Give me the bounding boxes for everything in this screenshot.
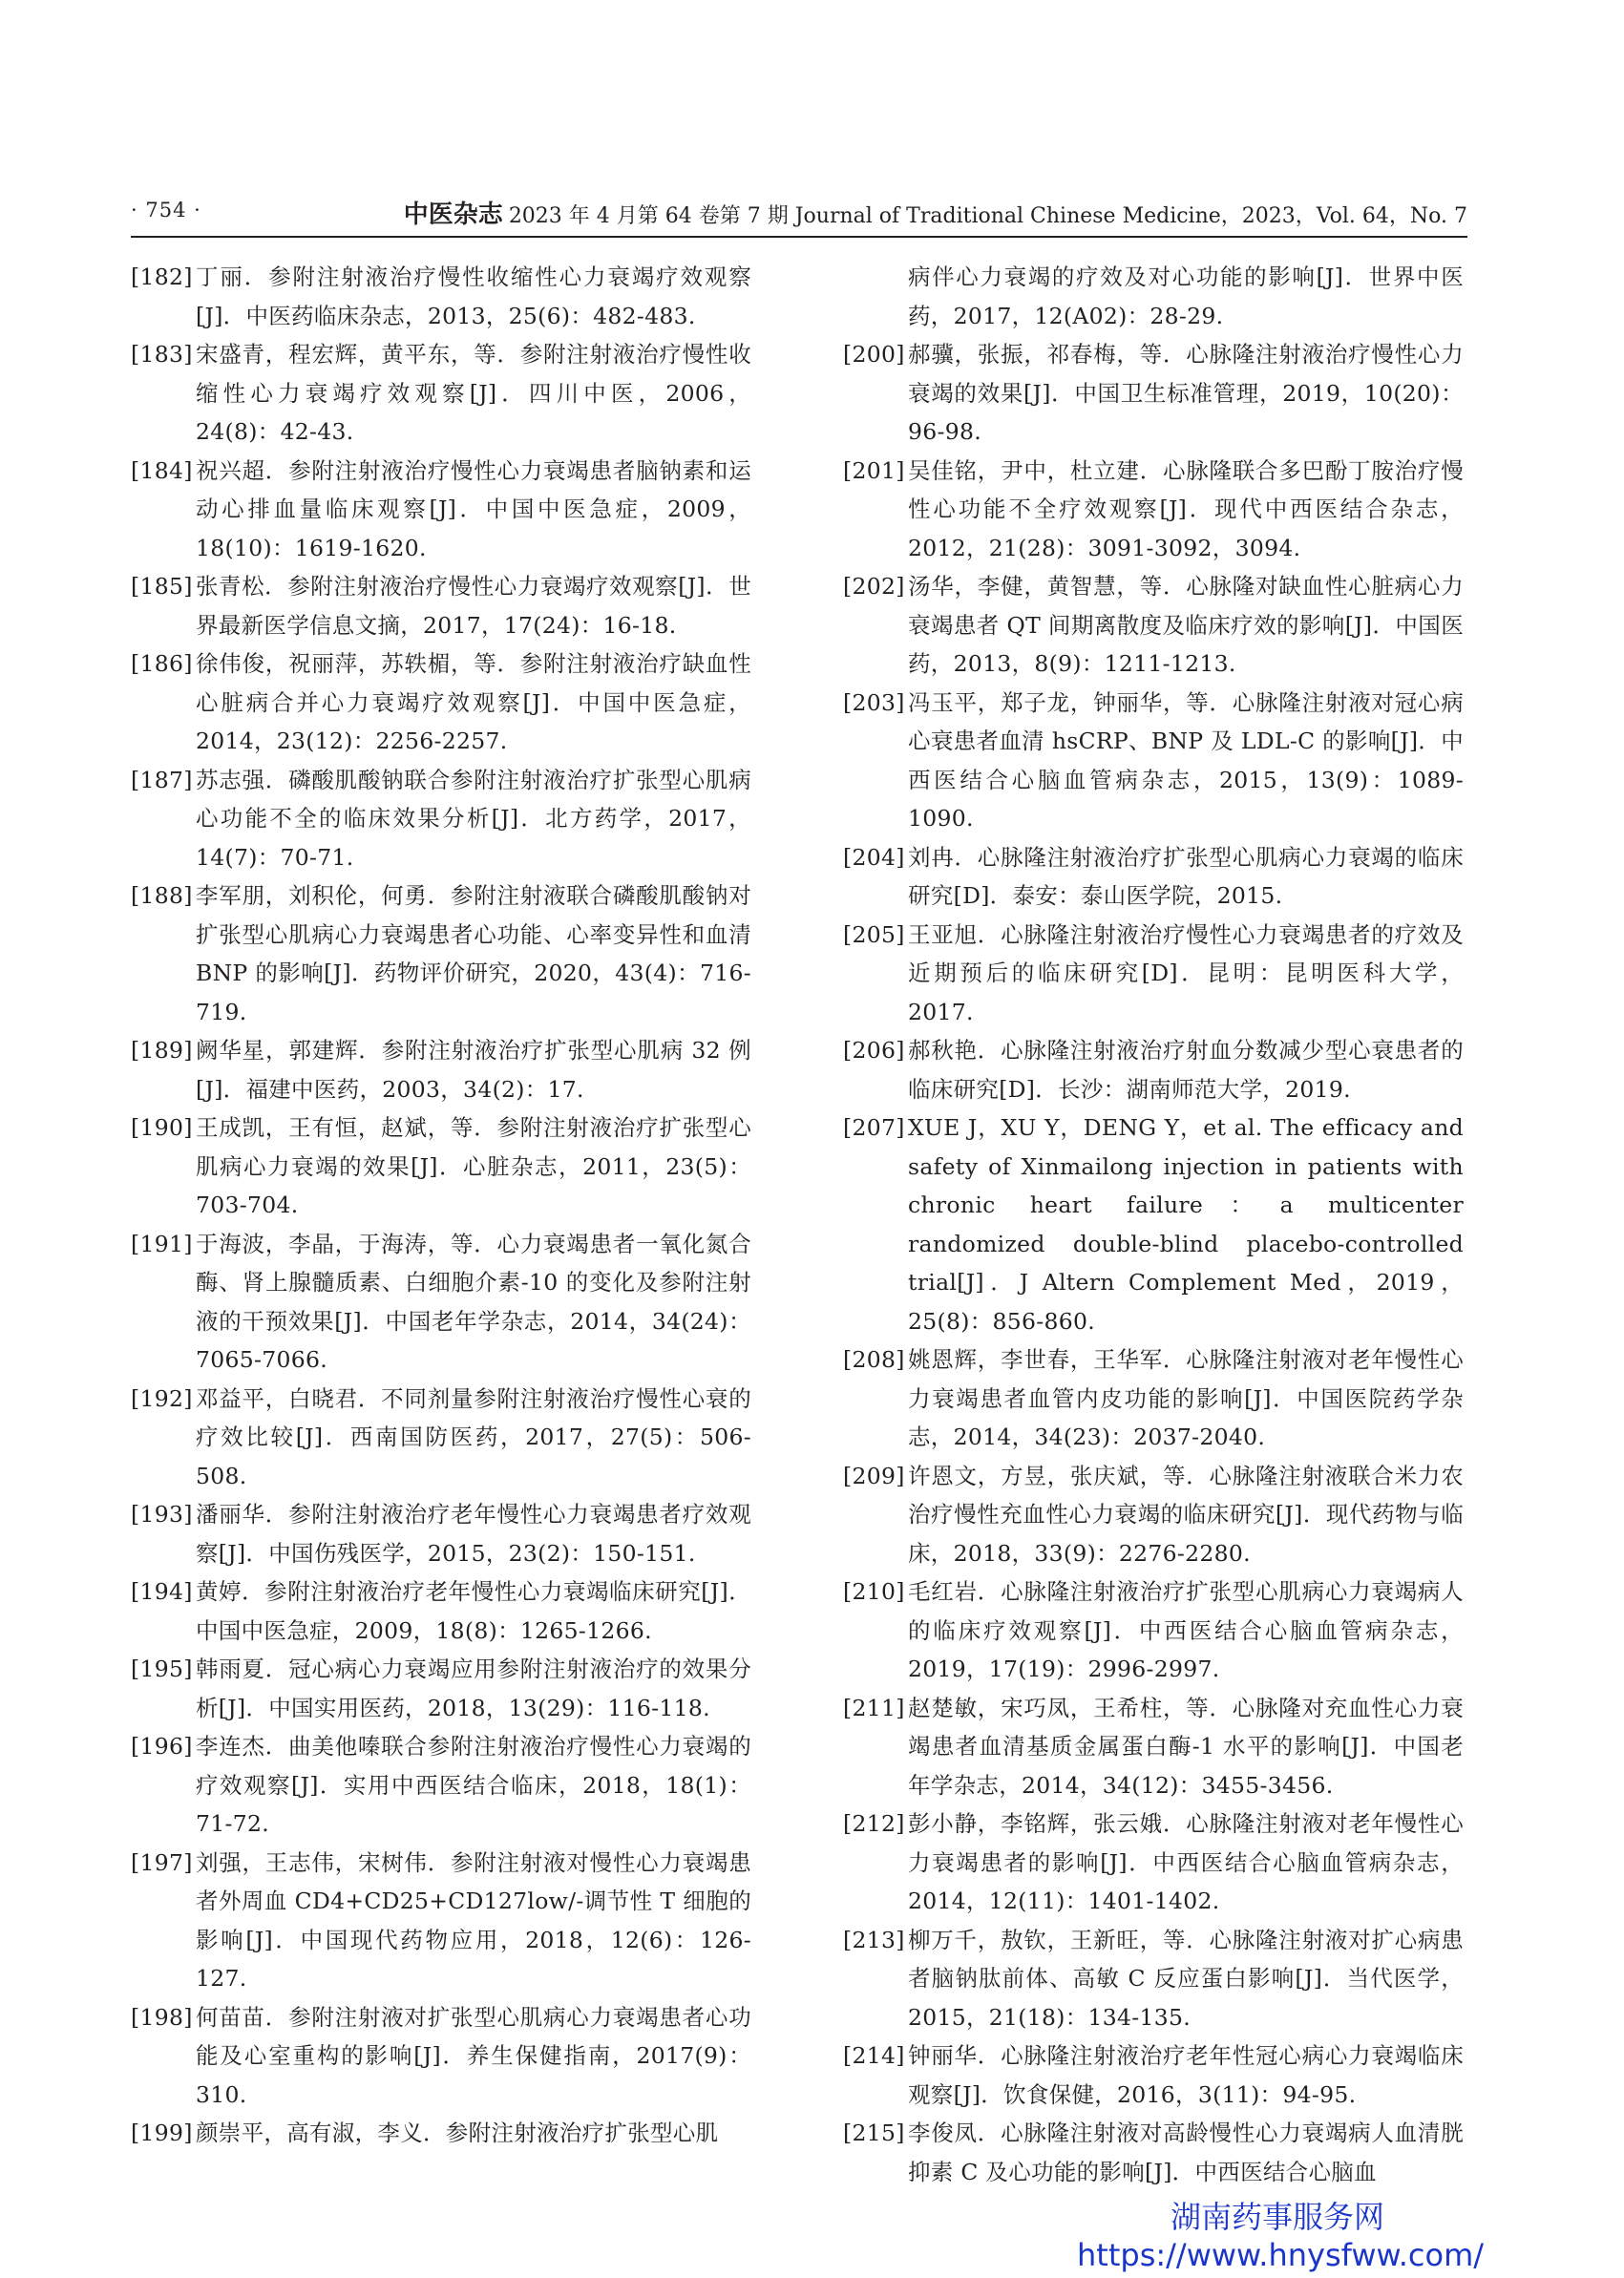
reference-item <box>131 1650 751 1727</box>
reference-text: 张青松．参附注射液治疗慢性心力衰竭疗效观察[J]．世界最新医学信息文摘，2017，17(24)：16-18. <box>196 573 751 639</box>
reference-number: [201] <box>843 456 905 484</box>
reference-item <box>131 1998 751 2115</box>
reference-number: [203] <box>843 688 905 716</box>
reference-item <box>131 1727 751 1844</box>
reference-number: [192] <box>131 1384 193 1412</box>
reference-number: [194] <box>131 1578 193 1605</box>
reference-number: [212] <box>843 1810 905 1837</box>
reference-number: [189] <box>131 1037 193 1064</box>
reference-text: 苏志强．磷酸肌酸钠联合参附注射液治疗扩张型心肌病心功能不全的临床效果分析[J]．北方药学，2017，14(7)：70-71. <box>196 766 751 871</box>
reference-item <box>131 1495 751 1572</box>
watermark-site-name: 湖南药事服务网 <box>1170 2199 1384 2235</box>
reference-item <box>131 876 751 1031</box>
reference-number: [210] <box>843 1578 905 1605</box>
reference-text: 李俊凤．心脉隆注射液对高龄慢性心力衰竭病人血清胱抑素 C 及心功能的影响[J]．中西医结合心脑血 <box>908 2120 1464 2185</box>
reference-number: [200] <box>843 341 905 368</box>
reference-item <box>131 1380 751 1496</box>
reference-number: [204] <box>843 843 905 871</box>
reference-item <box>131 761 751 877</box>
reference-text: 冯玉平，郑子龙，钟丽华，等．心脉隆注射液对冠心病心衰患者血清 hsCRP、BNP 及 LDL-C 的影响[J]．中西医结合心脑血管病杂志，2015，13(9)：1089-1090. <box>908 688 1464 832</box>
reference-number: [191] <box>131 1230 193 1257</box>
page-header <box>131 195 1467 233</box>
reference-number: [211] <box>843 1694 905 1721</box>
reference-text: 黄婷．参附注射液治疗老年慢性心力衰竭临床研究[J]．中国中医急症，2009，18(8)：1265-1266. <box>196 1578 751 1644</box>
reference-text: XUE J，XU Y，DENG Y，et al. The efficacy and safety of Xinmailong injection in patients with chronic heart failure：a multicenter randomized double-blind placebo-controlled trial[J]．J Altern Complement Med，2019，25(8)：856-860. <box>908 1114 1464 1335</box>
reference-number: [197] <box>131 1848 193 1876</box>
reference-item <box>843 452 1464 568</box>
reference-text: 丁丽．参附注射液治疗慢性收缩性心力衰竭疗效观察[J]．中医药临床杂志，2013，25(6)：482-483. <box>196 264 751 329</box>
reference-number: [214] <box>843 2042 905 2069</box>
reference-text: 赵楚敏，宋巧凤，王希柱，等．心脉隆对充血性心力衰竭患者血清基质金属蛋白酶-1 水平的影响[J]．中国老年学杂志，2014，34(12)：3455-3456. <box>908 1694 1464 1799</box>
reference-item <box>131 1108 751 1225</box>
reference-item <box>843 1572 1464 1689</box>
reference-item <box>131 567 751 644</box>
reference-number: [193] <box>131 1501 193 1528</box>
reference-number: [185] <box>131 573 193 600</box>
reference-number: [213] <box>843 1926 905 1953</box>
reference-item <box>843 567 1464 684</box>
reference-number: [190] <box>131 1114 193 1141</box>
reference-number: [183] <box>131 341 193 368</box>
reference-text: 王成凯，王有恒，赵斌，等．参附注射液治疗扩张型心肌病心力衰竭的效果[J]．心脏杂志，2011，23(5)：703-704. <box>196 1114 751 1218</box>
reference-number: [206] <box>843 1037 905 1064</box>
site-watermark[interactable] <box>1077 2198 1485 2274</box>
reference-text: 李军朋，刘积伦，何勇．参附注射液联合磷酸肌酸钠对扩张型心肌病心力衰竭患者心功能、心率变异性和血清 BNP 的影响[J]．药物评价研究，2020，43(4)：716-719. <box>196 882 751 1025</box>
reference-text: 徐伟俊，祝丽萍，苏轶楣，等．参附注射液治疗缺血性心脏病合并心力衰竭疗效观察[J]．中国中医急症，2014，23(12)：2256-2257. <box>196 650 751 754</box>
reference-item <box>843 916 1464 1032</box>
reference-text: 郝秋艳．心脉隆注射液治疗射血分数减少型心衰患者的临床研究[D]．长沙：湖南师范大学，2019. <box>908 1037 1464 1103</box>
watermark-url[interactable]: https://www.hnysfww.com/ <box>1077 2237 1485 2273</box>
reference-text: 阙华星，郭建辉．参附注射液治疗扩张型心肌病 32 例[J]．福建中医药，2003，34(2)：17. <box>196 1037 751 1103</box>
reference-item <box>843 1689 1464 1805</box>
reference-text: 王亚旭．心脉隆注射液治疗慢性心力衰竭患者的疗效及近期预后的临床研究[D]．昆明：昆明医科大学，2017. <box>908 920 1464 1025</box>
reference-item <box>131 1844 751 1998</box>
reference-text: 韩雨夏．冠心病心力衰竭应用参附注射液治疗的效果分析[J]．中国实用医药，2018，13(29)：116-118. <box>196 1656 751 1721</box>
reference-item <box>131 452 751 568</box>
reference-text: 钟丽华．心脉隆注射液治疗老年性冠心病心力衰竭临床观察[J]．饮食保健，2016，3(11)：94-95. <box>908 2042 1464 2108</box>
reference-number: [184] <box>131 456 193 484</box>
reference-item <box>843 1031 1464 1108</box>
reference-item <box>843 1340 1464 1457</box>
journal-running-head <box>404 195 1467 230</box>
reference-text: 病伴心力衰竭的疗效及对心功能的影响[J]．世界中医药，2017，12(A02)：28-29. <box>908 264 1464 329</box>
reference-text: 姚恩辉，李世春，王华军．心脉隆注射液对老年慢性心力衰竭患者血管内皮功能的影响[J]．中国医院药学杂志，2014，34(23)：2037-2040. <box>908 1346 1464 1450</box>
reference-item <box>843 1804 1464 1921</box>
references-left-column <box>131 258 751 2153</box>
reference-item <box>843 1457 1464 1573</box>
journal-title-cn: 中医杂志 <box>403 200 503 229</box>
reference-text: 潘丽华．参附注射液治疗老年慢性心力衰竭患者疗效观察[J]．中国伤残医学，2015，23(2)：150-151. <box>196 1501 751 1567</box>
reference-item <box>131 1031 751 1108</box>
reference-item <box>131 258 751 335</box>
reference-number: [188] <box>131 882 193 909</box>
reference-text: 许恩文，方昱，张庆斌，等．心脉隆注射液联合米力农治疗慢性充血性心力衰竭的临床研究[J]．现代药物与临床，2018，33(9)：2276-2280. <box>908 1462 1464 1567</box>
reference-text: 祝兴超．参附注射液治疗慢性心力衰竭患者脑钠素和运动心排血量临床观察[J]．中国中医急症，2009，18(10)：1619-1620. <box>196 456 751 561</box>
reference-text: 何苗苗．参附注射液对扩张型心肌病心力衰竭患者心功能及心室重构的影响[J]．养生保健指南，2017(9)：310. <box>196 2003 751 2108</box>
reference-item <box>131 335 751 452</box>
reference-item <box>131 1225 751 1380</box>
reference-text: 郝骥，张振，祁春梅，等．心脉隆注射液治疗慢性心力衰竭的效果[J]．中国卫生标准管理，2019，10(20)：96-98. <box>908 341 1464 445</box>
reference-number: [199] <box>131 2120 193 2146</box>
reference-text: 汤华，李健，黄智慧，等．心脉隆对缺血性心脏病心力衰竭患者 QT 间期离散度及临床疗效的影响[J]．中国医药，2013，8(9)：1211-1213. <box>908 573 1464 677</box>
reference-item <box>843 1108 1464 1340</box>
reference-number: [198] <box>131 2003 193 2031</box>
reference-number: [215] <box>843 2120 905 2146</box>
reference-text: 彭小静，李铭辉，张云娥．心脉隆注射液对老年慢性心力衰竭患者的影响[J]．中西医结合心脑血管病杂志，2014，12(11)：1401-1402. <box>908 1810 1464 1914</box>
reference-number: [202] <box>843 573 905 600</box>
reference-item <box>843 2114 1464 2191</box>
reference-text: 于海波，李晶，于海涛，等．心力衰竭患者一氧化氮合酶、肾上腺髓质素、白细胞介素-10 的变化及参附注射液的干预效果[J]．中国老年学杂志，2014，34(24)：7065-7066. <box>196 1230 751 1373</box>
reference-text: 邓益平，白晓君．不同剂量参附注射液治疗慢性心衰的疗效比较[J]．西南国防医药，2017，27(5)：506-508. <box>196 1384 751 1489</box>
reference-text: 李连杰．曲美他嗪联合参附注射液治疗慢性心力衰竭的疗效观察[J]．实用中西医结合临床，2018，18(1)：71-72. <box>196 1733 751 1837</box>
reference-text: 柳万千，敖钦，王新旺，等．心脉隆注射液对扩心病患者脑钠肽前体、高敏 C 反应蛋白影响[J]．当代医学，2015，21(18)：134-135. <box>908 1926 1464 2031</box>
references-right-column <box>843 258 1464 2191</box>
reference-text: 吴佳铭，尹中，杜立建．心脉隆联合多巴酚丁胺治疗慢性心功能不全疗效观察[J]．现代中西医结合杂志，2012，21(28)：3091-3092，3094. <box>908 456 1464 561</box>
reference-text: 刘冉．心脉隆注射液治疗扩张型心肌病心力衰竭的临床研究[D]．泰安：泰山医学院，2015. <box>908 843 1464 909</box>
reference-item <box>843 684 1464 838</box>
reference-text: 颜崇平，高有淑，李义．参附注射液治疗扩张型心肌 <box>196 2120 719 2146</box>
reference-item <box>131 644 751 761</box>
reference-number: [209] <box>843 1462 905 1489</box>
reference-number: [208] <box>843 1346 905 1373</box>
reference-continuation <box>843 258 1464 335</box>
reference-item <box>131 2114 751 2153</box>
page-number: · 754 · <box>131 199 201 221</box>
reference-item <box>843 838 1464 916</box>
reference-item <box>843 1921 1464 2037</box>
reference-text: 刘强，王志伟，宋树伟．参附注射液对慢性心力衰竭患者外周血 CD4+CD25+CD127low/-调节性 T 细胞的影响[J]．中国现代药物应用，2018，12(6)：126-127. <box>196 1848 751 1992</box>
reference-number: [186] <box>131 650 193 677</box>
header-rule <box>131 236 1467 238</box>
reference-number: [182] <box>131 264 193 290</box>
reference-text: 宋盛青，程宏辉，黄平东，等．参附注射液治疗慢性收缩性心力衰竭疗效观察[J]．四川中医，2006，24(8)：42-43. <box>196 341 751 445</box>
reference-item <box>843 2036 1464 2114</box>
reference-number: [196] <box>131 1733 193 1760</box>
reference-number: [205] <box>843 920 905 948</box>
reference-text: 毛红岩．心脉隆注射液治疗扩张型心肌病心力衰竭病人的临床疗效观察[J]．中西医结合心脑血管病杂志，2019，17(19)：2996-2997. <box>908 1578 1464 1682</box>
reference-number: [195] <box>131 1656 193 1682</box>
reference-number: [187] <box>131 766 193 793</box>
reference-item <box>843 335 1464 452</box>
reference-number: [207] <box>843 1114 905 1141</box>
journal-issue-info: 2023 年 4 月第 64 卷第 7 期 Journal of Traditional Chinese Medicine，2023，Vol. 64，No. 7 <box>508 204 1467 228</box>
reference-item <box>131 1572 751 1650</box>
